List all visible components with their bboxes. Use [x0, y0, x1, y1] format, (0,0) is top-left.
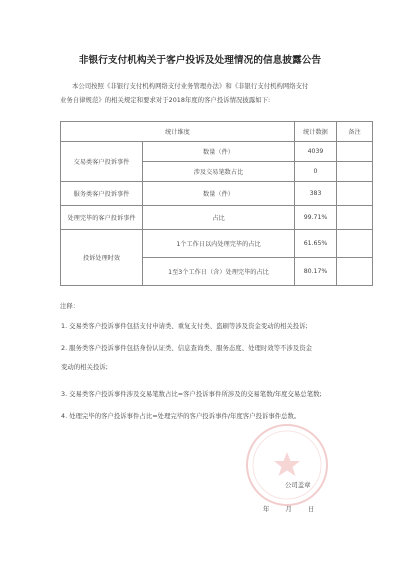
complaint-stats-table [60, 121, 373, 286]
remark-cell [337, 206, 373, 230]
company-seal-icon [242, 420, 332, 510]
remark-cell [337, 230, 373, 258]
intro-line-1: 本公司按照《非银行支付机构网络支付业务管理办法》和《非银行支付机构网络支付 [72, 82, 309, 90]
note-3: 3. 交易类客户投诉事件涉及交易笔数占比=客户投诉事件所涉及的交易笔数/年度交易总笔数; [61, 390, 322, 398]
remark-cell [337, 162, 373, 182]
metric-cell: 数量（件） [143, 142, 295, 162]
value-cell: 383 [295, 182, 337, 206]
group-label: 投诉处理时效 [61, 230, 143, 286]
table-row [61, 230, 373, 258]
metric-cell: 1至3个工作日（含）处理完毕的占比 [143, 258, 295, 286]
note-4: 4. 处理完毕的客户投诉事件占比=处理完毕的客户投诉事件/年度客户投诉事件总数。 [61, 412, 301, 420]
intro-line-2: 业务自律规范》的相关规定和要求对于2018年度的客户投诉情况披露如下: [60, 95, 271, 104]
value-cell: 99.71% [295, 206, 337, 230]
note-1: 1. 交易类客户投诉事件包括支付申请类、重复支付类、盗刷等涉及资金变动的相关投诉; [61, 322, 308, 330]
remark-cell [337, 258, 373, 286]
header-remark: 备注 [337, 122, 373, 142]
metric-cell: 数量（件） [143, 182, 295, 206]
metric-cell: 1个工作日以内处理完毕的占比 [143, 230, 295, 258]
metric-cell: 涉及交易笔数占比 [143, 162, 295, 182]
value-cell: 4039 [295, 142, 337, 162]
remark-cell [337, 182, 373, 206]
note-2-line-1: 2. 服务类客户投诉事件包括身份认证类、信息查询类、服务态度、处理时效等不涉及资金 [61, 344, 312, 352]
notes-section [60, 301, 380, 432]
metric-cell: 占比 [143, 206, 295, 230]
header-count: 统计数据 [295, 122, 337, 142]
value-cell: 80.17% [295, 258, 337, 286]
table-row [61, 182, 373, 206]
value-cell: 61.65% [295, 230, 337, 258]
signature-date: 年 月 日 [263, 505, 315, 513]
group-label: 服务类客户投诉事件 [61, 182, 143, 206]
table-row [61, 142, 373, 162]
document-title: 非银行支付机构关于客户投诉及处理情况的信息披露公告 [78, 55, 322, 66]
company-signature: 公司盖章 [285, 481, 311, 489]
note-2-line-2: 变动的相关投诉; [61, 363, 108, 371]
table-header-row [61, 122, 373, 142]
intro-paragraph [60, 80, 360, 107]
group-label: 交易类客户投诉事件 [61, 142, 143, 182]
notes-label: 注释： [60, 302, 80, 310]
value-cell: 0 [295, 162, 337, 182]
header-dimension: 统计维度 [61, 122, 295, 142]
group-label: 处理完毕的客户投诉事件 [61, 206, 143, 230]
remark-cell [337, 142, 373, 162]
table-row [61, 206, 373, 230]
